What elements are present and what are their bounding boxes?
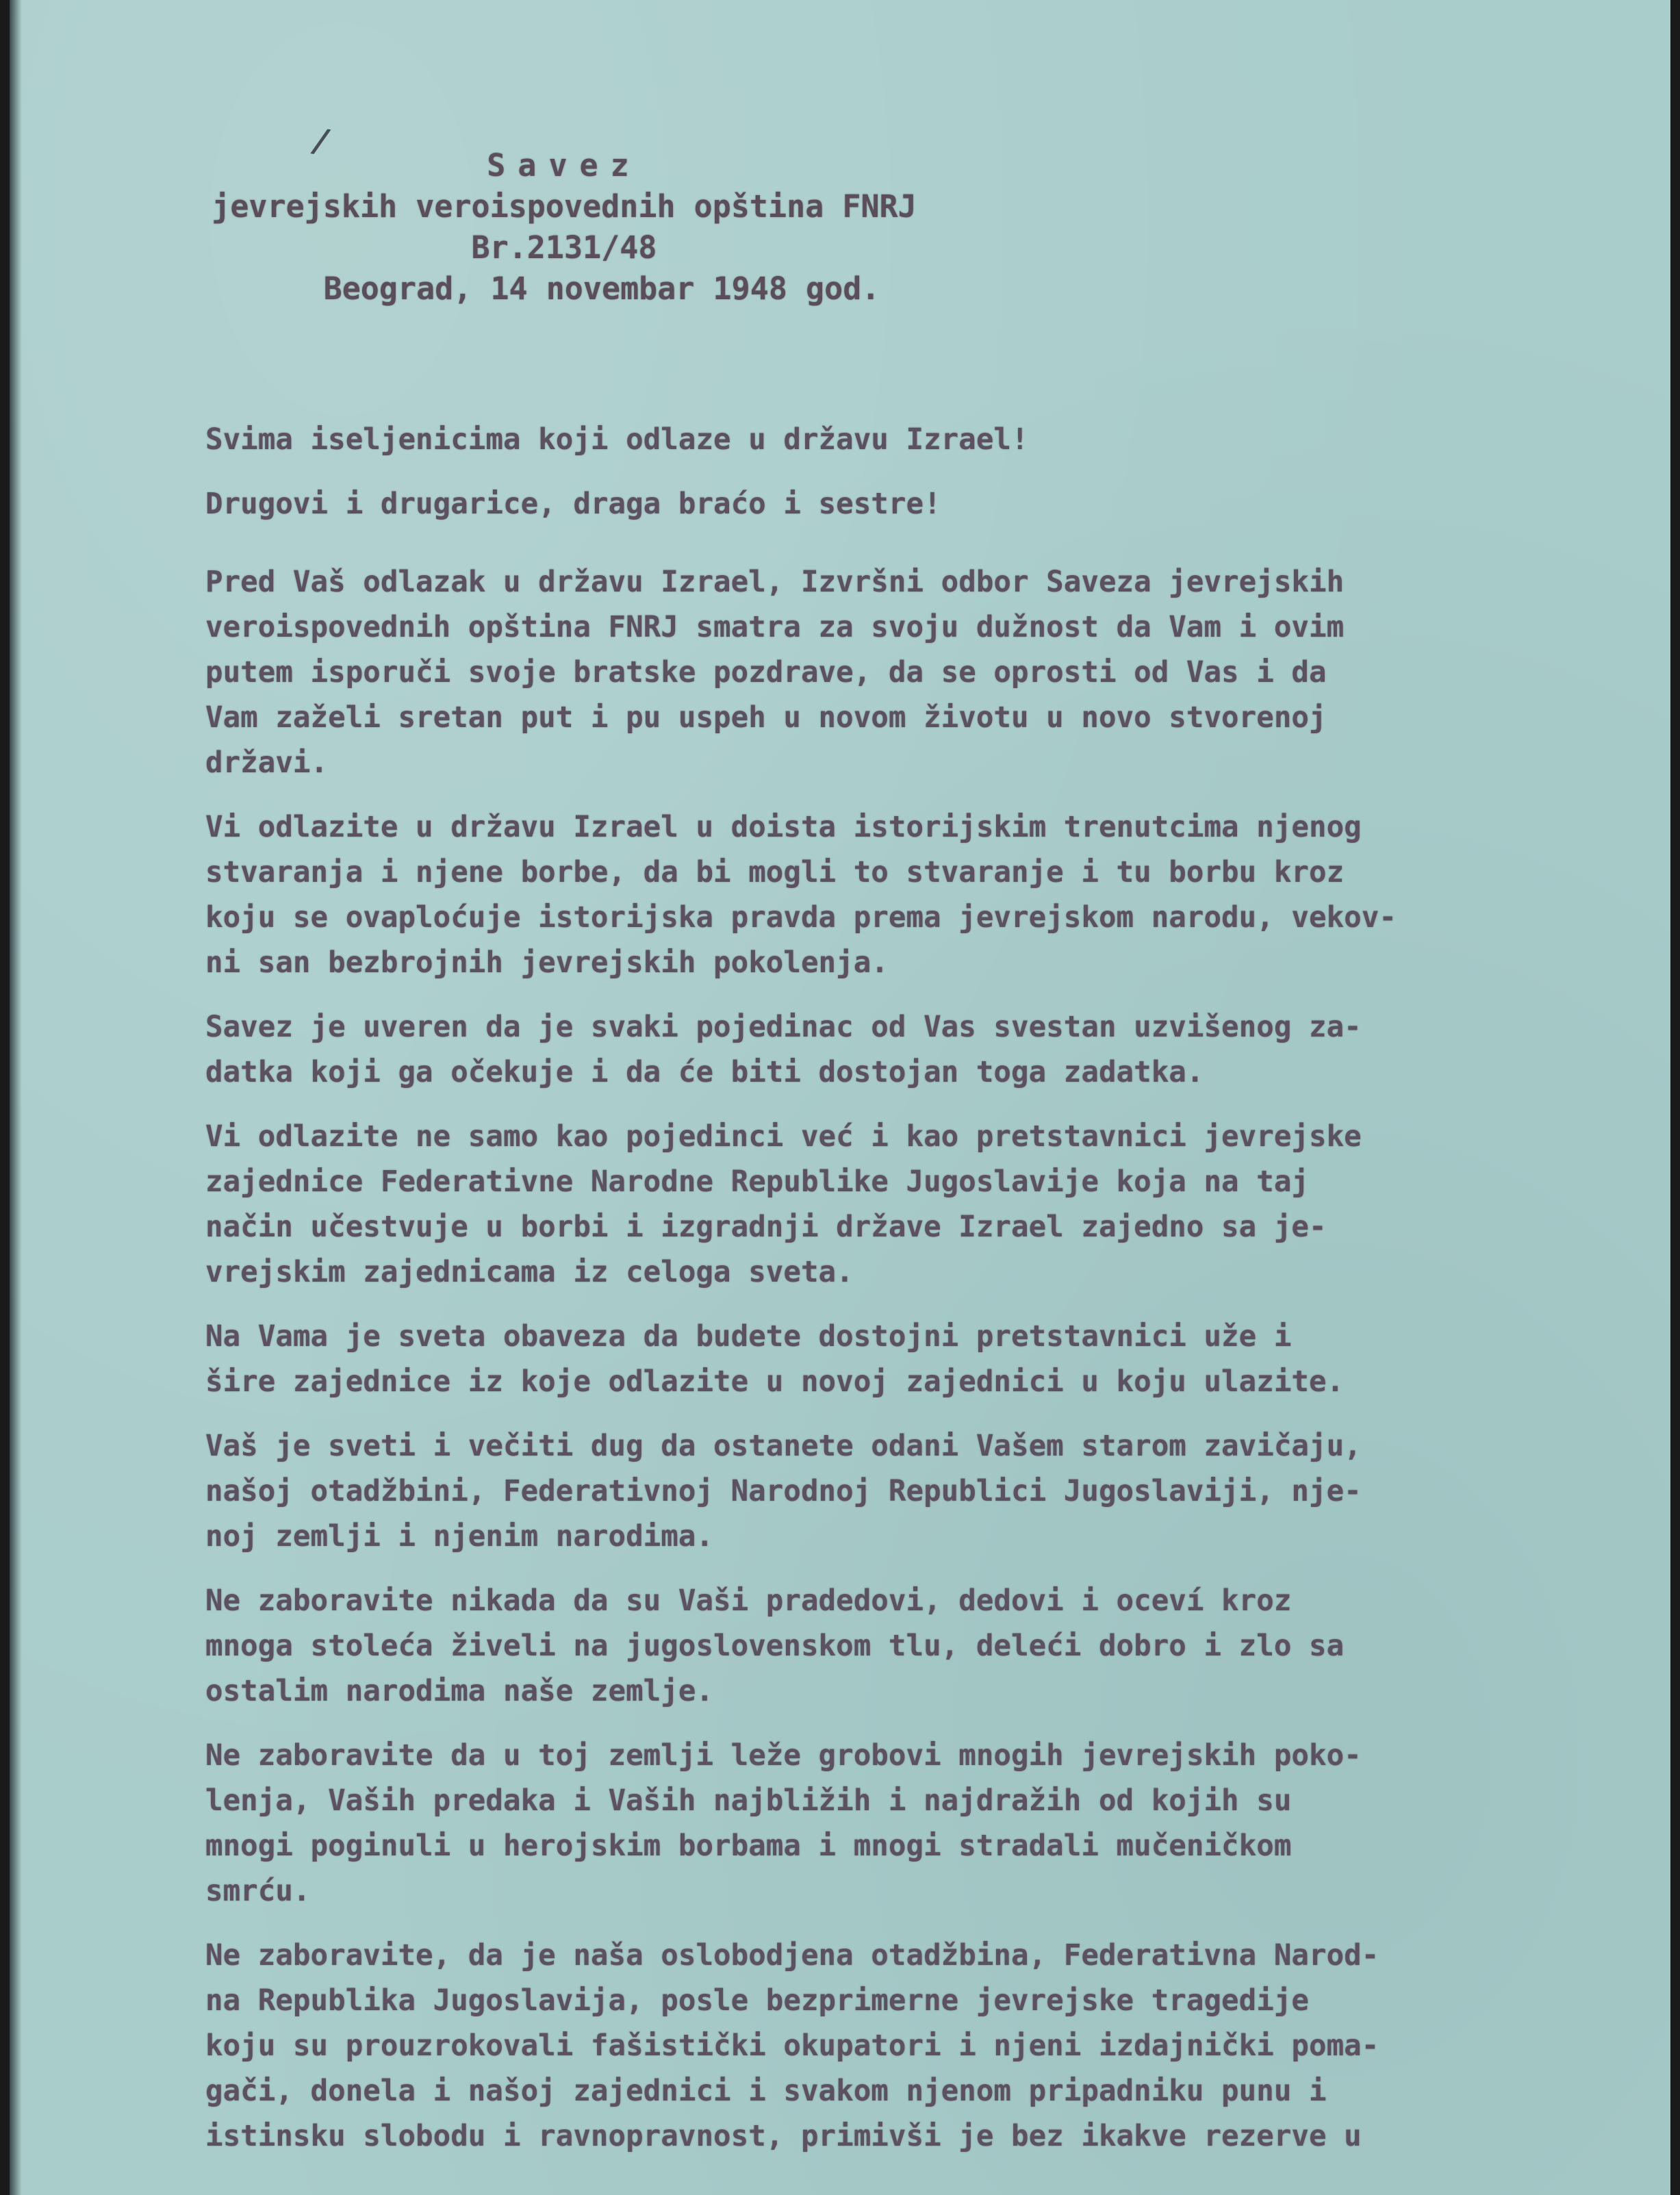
paragraph: Vi odlazite ne samo kao pojedinci već i kao pretstavnici jevrejske zajednice Federativne Narodne Republike Jugoslavije koja na taj način učestvuje u borbi i izgradnji države Izrael zajedno sa je- vrejskim zajednicama iz celoga sveta. (205, 1120, 1362, 1289)
org-name-line2: jevrejskih veroispovednih opština FNRJ (212, 188, 917, 225)
address-line: Svima iseljenicima koji odlaze u državu Izrael! (205, 423, 1029, 457)
letterhead (10, 145, 1119, 309)
salutation: Drugovi i drugarice, draga braćo i sestre! (205, 487, 941, 521)
date-line: Beograd, 14 novembar 1948 god. (323, 270, 880, 307)
page-edge-shadow (10, 0, 22, 2195)
org-name-line1: Savez (487, 147, 641, 183)
paragraph: Pred Vaš odlazak u državu Izrael, Izvršni odbor Saveza jevrejskih veroispovednih opština FNRJ smatra za svoju dužnost da Vam i ovim putem isporuči svoje bratske pozdrave, da se oprosti od Vas i da Vam zaželi sretan put i pu uspeh u novom životu u novo stvorenoj državi. (205, 566, 1345, 780)
paragraph: Vaš je sveti i večiti dug da ostanete odani Vašem starom zavičaju, našoj otadžbini, Federativnoj Narodnoj Republici Jugoslaviji, nje- noj zemlji i njenim narodima. (205, 1430, 1362, 1553)
paragraph: Na Vama je sveta obaveza da budete dostojni pretstavnici uže i šire zajednice iz koje odlazite u novoj zajednici u koju ulazite. (205, 1320, 1345, 1399)
paragraph: Ne zaboravite nikada da su Vaši pradedovi, dedovi i oceví kroz mnoga stoleća živeli na jugoslovenskom tlu, deleći dobro i zlo sa ostalim narodima naše zemlje. (205, 1584, 1345, 1708)
paragraph: Ne zaboravite, da je naša oslobodjena otadžbina, Federativna Narod- na Republika Jugoslavija, posle bezprimerne jevrejske tragedije koju su prouzrokovali fašistički okupatori i njeni izdajnički poma- gači, donela i našoj zajednici i svakom njenom pripadniku punu i istinsku slobodu i ravnopravnost, primivši je bez ikakve rezerve u (205, 1939, 1379, 2153)
reference-number: Br.2131/48 (471, 229, 657, 266)
document-page (10, 0, 1670, 2195)
letter-body (205, 418, 1616, 2179)
margin-mark: / (307, 120, 334, 162)
paragraph: Ne zaboravite da u toj zemlji leže grobovi mnogih jevrejskih poko- lenja, Vaših predaka i Vaših najbližih i najdražih od kojih su mnogi poginuli u herojskim borbama i mnogi stradali mučeničkom smrću. (205, 1739, 1362, 1908)
paragraph: Vi odlazite u državu Izrael u doista istorijskim trenutcima njenog stvaranja i njene borbe, da bi mogli to stvaranje i tu borbu kroz koju se ovaploćuje istorijska pravda prema jevrejskom narodu, vekov- ni san bezbrojnih jevrejskih pokolenja. (205, 811, 1397, 980)
paragraph: Savez je uveren da je svaki pojedinac od Vas svestan uzvišenog za- datka koji ga očekuje i da će biti dostojan toga zadatka. (205, 1011, 1362, 1089)
